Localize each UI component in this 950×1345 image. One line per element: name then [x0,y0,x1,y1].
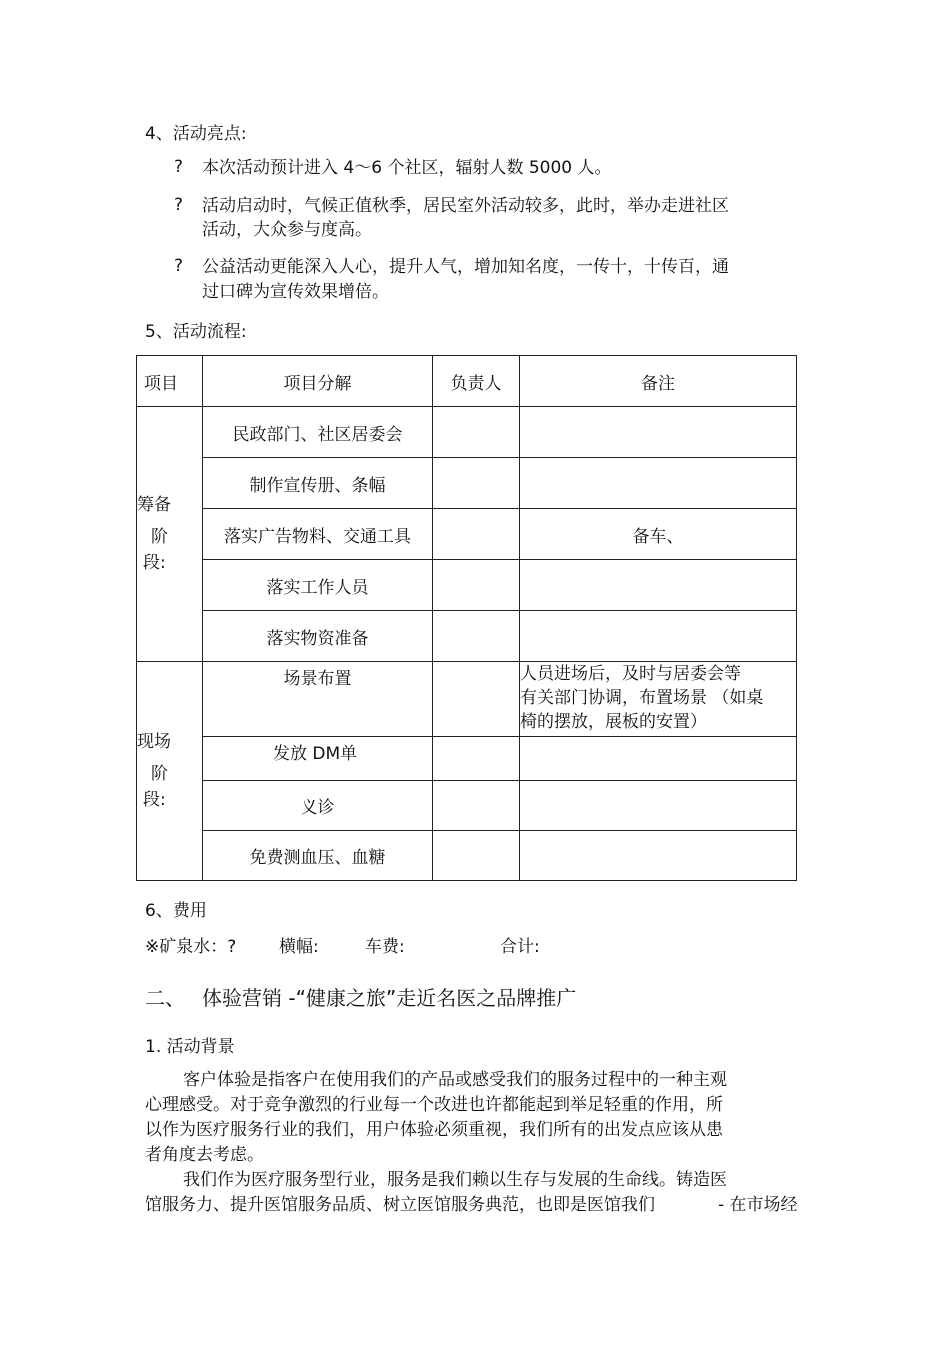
paragraph-line: 馆服务力、提升医馆服务品质、树立医馆服务典范，也即是医馆我们 [145,1195,655,1215]
table-row [137,407,797,458]
paragraph-line: 客户体验是指客户在使用我们的产品或感受我们的服务过程中的一种主观 [183,1070,727,1090]
owner-cell [433,509,520,560]
bullet-mark: ? [174,256,184,276]
note-line: 人员进场后，及时与居委会等 [520,664,741,684]
item-cell: 免费测血压、血糖 [203,831,433,881]
owner-cell [433,781,520,831]
paragraph-line: - 在市场经 [718,1195,798,1215]
table-row [137,831,797,881]
table-row [137,509,797,560]
paragraph-line: 以作为医疗服务行业的我们，用户体验必须重视，我们所有的出发点应该从患 [145,1120,723,1140]
owner-cell [433,458,520,509]
bullet-3-line1: 公益活动更能深入人心，提升人气，增加知名度，一传十，十传百，通 [202,257,729,277]
note-cell [520,407,797,458]
table-row [137,458,797,509]
part2-subheading: 1. 活动背景 [145,1037,235,1057]
note-cell [520,611,797,662]
section5-title: 5、活动流程: [145,322,247,342]
stage-label-line: 段: [143,553,166,573]
item-cell: 制作宣传册、条幅 [203,458,433,509]
item-cell: 落实广告物料、交通工具 [203,509,433,560]
paragraph-line: 者角度去考虑。 [145,1145,264,1165]
bullet-2-line1: 活动启动时，气候正值秋季，居民室外活动较多，此时，举办走进社区 [202,196,729,216]
owner-cell [433,560,520,611]
paragraph-line: 心理感受。对于竞争激烈的行业每一个改进也许都能起到举足轻重的作用，所 [145,1095,723,1115]
header-project: 项目 [137,356,203,407]
note-cell [520,781,797,831]
cost-item-car: 车费: [365,937,405,957]
note-line: 有关部门协调，布置场景 （如桌 [520,688,764,708]
header-owner: 负责人 [433,356,520,407]
header-note: 备注 [520,356,797,407]
stage-label-line: 阶 [151,764,168,784]
stage-label-onsite [137,662,203,881]
cost-item-total: 合计: [500,937,540,957]
note-cell [520,737,797,781]
cost-item-water: ※矿泉水：? [145,937,237,957]
item-cell: 义诊 [203,781,433,831]
bullet-mark: ? [174,157,184,177]
item-cell: 场景布置 [203,662,433,737]
item-cell: 发放 DM单 [203,737,433,781]
bullet-1-text: 本次活动预计进入 4～6 个社区，辐射人数 5000 人。 [202,158,612,178]
owner-cell [433,737,520,781]
table-row [137,611,797,662]
table-row [137,560,797,611]
stage-label-line: 筹备 [137,495,171,515]
note-cell [520,831,797,881]
note-line: 椅的摆放，展板的安置） [520,712,707,732]
header-breakdown: 项目分解 [203,356,433,407]
table-row [137,737,797,781]
item-cell: 民政部门、社区居委会 [203,407,433,458]
table-row [137,781,797,831]
note-cell [520,458,797,509]
owner-cell [433,611,520,662]
note-cell: 备车、 [520,509,797,560]
note-cell [520,560,797,611]
owner-cell [433,662,520,737]
table-row [137,662,797,737]
stage-label-prep [137,407,203,662]
table-header-row [137,356,797,407]
bullet-mark: ? [174,195,184,215]
item-cell: 落实物资准备 [203,611,433,662]
note-cell [520,662,797,737]
part2-heading-number: 二、 [145,986,185,1010]
bullet-2-line2: 活动，大众参与度高。 [202,220,372,240]
section4-title: 4、活动亮点: [145,124,247,144]
cost-item-banner: 横幅: [279,937,319,957]
part2-heading-text: 体验营销 -“健康之旅”走近名医之品牌推广 [202,986,577,1010]
stage-label-line: 阶 [151,527,168,547]
paragraph-line: 我们作为医疗服务型行业，服务是我们赖以生存与发展的生命线。铸造医 [183,1170,727,1190]
activity-flow-table [136,355,797,881]
stage-label-line: 现场 [137,732,171,752]
owner-cell [433,831,520,881]
section6-title: 6、费用 [145,901,207,921]
stage-label-line: 段: [143,790,166,810]
item-cell: 落实工作人员 [203,560,433,611]
bullet-3-line2: 过口碑为宣传效果增倍。 [202,282,389,302]
owner-cell [433,407,520,458]
